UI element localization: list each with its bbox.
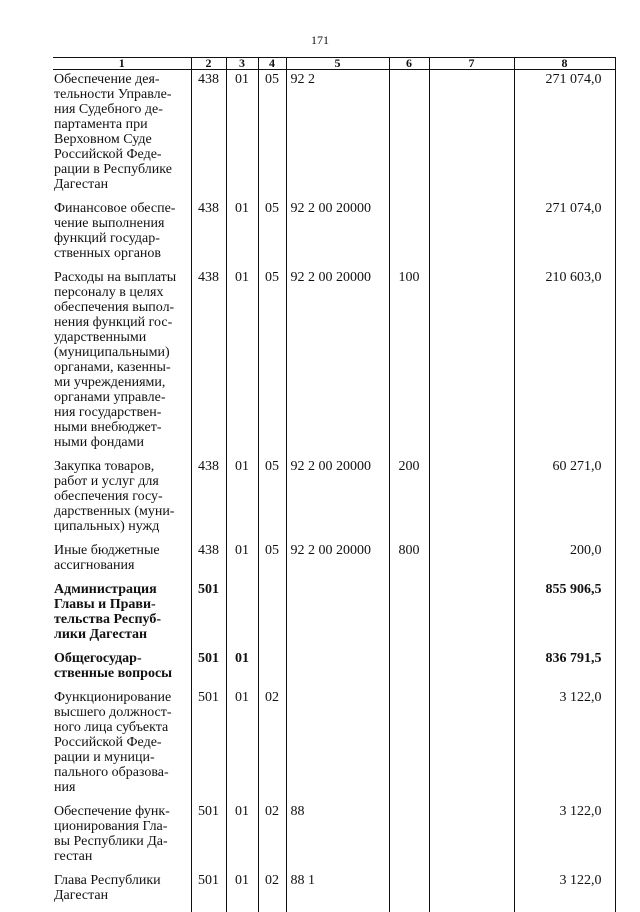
row-subsection-cell: 02 (258, 804, 286, 873)
row-target-article-cell (286, 651, 389, 690)
table-row (53, 201, 615, 270)
row-admin-code-cell: 501 (191, 873, 226, 912)
row-target-article-cell: 92 2 (286, 70, 389, 202)
row-subsection-cell: 05 (258, 70, 286, 202)
table-row (53, 873, 615, 912)
row-name-cell: Иные бюджетные ассигнования (53, 543, 191, 582)
row-amount-cell: 271 074,0 (514, 201, 615, 270)
row-target-article-cell: 92 2 00 20000 (286, 270, 389, 459)
table-row (53, 651, 615, 690)
row-col7-cell (429, 873, 514, 912)
row-admin-code-cell: 438 (191, 459, 226, 543)
row-section-cell: 01 (226, 270, 258, 459)
row-section-cell: 01 (226, 459, 258, 543)
row-subsection-cell: 05 (258, 543, 286, 582)
col-header-4: 4 (258, 58, 286, 70)
row-col7-cell (429, 543, 514, 582)
row-admin-code-cell: 501 (191, 690, 226, 804)
row-col7-cell (429, 459, 514, 543)
row-section-cell: 01 (226, 690, 258, 804)
row-subsection-cell: 05 (258, 459, 286, 543)
row-name-cell: Администрация Главы и Прави- тельства Респуб- лики Дагестан (53, 582, 191, 651)
row-section-cell: 01 (226, 804, 258, 873)
row-section-cell: 01 (226, 70, 258, 202)
table-row (53, 270, 615, 459)
col-header-8: 8 (514, 58, 615, 70)
col-header-6: 6 (389, 58, 429, 70)
row-expense-type-cell (389, 201, 429, 270)
header-row (53, 58, 615, 70)
row-subsection-cell (258, 582, 286, 651)
col-header-3: 3 (226, 58, 258, 70)
row-admin-code-cell: 501 (191, 582, 226, 651)
row-amount-cell: 200,0 (514, 543, 615, 582)
page-number: 171 (0, 33, 640, 48)
row-expense-type-cell (389, 690, 429, 804)
row-expense-type-cell (389, 651, 429, 690)
col-header-2: 2 (191, 58, 226, 70)
row-col7-cell (429, 201, 514, 270)
row-amount-cell: 271 074,0 (514, 70, 615, 202)
row-name-cell: Обеспечение функ- ционирования Гла- вы Республики Да- гестан (53, 804, 191, 873)
row-col7-cell (429, 690, 514, 804)
row-col7-cell (429, 651, 514, 690)
row-subsection-cell: 02 (258, 690, 286, 804)
col-header-1: 1 (53, 58, 191, 70)
table-row (53, 70, 615, 202)
row-name-cell: Общегосудар- ственные вопросы (53, 651, 191, 690)
row-target-article-cell: 88 1 (286, 873, 389, 912)
row-amount-cell: 855 906,5 (514, 582, 615, 651)
row-admin-code-cell: 501 (191, 804, 226, 873)
row-expense-type-cell: 100 (389, 270, 429, 459)
row-target-article-cell (286, 690, 389, 804)
row-subsection-cell: 02 (258, 873, 286, 912)
row-expense-type-cell: 200 (389, 459, 429, 543)
row-col7-cell (429, 70, 514, 202)
table-row (53, 804, 615, 873)
row-target-article-cell: 88 (286, 804, 389, 873)
row-amount-cell: 3 122,0 (514, 873, 615, 912)
row-name-cell: Функционирование высшего должност- ного лица субъекта Российской Феде- рации и муници- пального образова- ния (53, 690, 191, 804)
row-section-cell: 01 (226, 543, 258, 582)
table-row (53, 582, 615, 651)
row-target-article-cell: 92 2 00 20000 (286, 201, 389, 270)
row-subsection-cell (258, 651, 286, 690)
row-expense-type-cell (389, 582, 429, 651)
row-subsection-cell: 05 (258, 201, 286, 270)
row-expense-type-cell: 800 (389, 543, 429, 582)
table-row (53, 543, 615, 582)
row-expense-type-cell (389, 804, 429, 873)
row-col7-cell (429, 804, 514, 873)
row-section-cell (226, 582, 258, 651)
row-name-cell: Обеспечение дея- тельности Управле- ния Судебного де- партамента при Верховном Суде Российской Феде- рации в Республике Дагестан (53, 70, 191, 202)
row-amount-cell: 3 122,0 (514, 690, 615, 804)
col-header-5: 5 (286, 58, 389, 70)
table-row (53, 459, 615, 543)
row-amount-cell: 3 122,0 (514, 804, 615, 873)
row-subsection-cell: 05 (258, 270, 286, 459)
row-amount-cell: 60 271,0 (514, 459, 615, 543)
row-admin-code-cell: 438 (191, 201, 226, 270)
row-target-article-cell (286, 582, 389, 651)
row-section-cell: 01 (226, 651, 258, 690)
row-target-article-cell: 92 2 00 20000 (286, 459, 389, 543)
row-col7-cell (429, 270, 514, 459)
row-admin-code-cell: 438 (191, 70, 226, 202)
row-section-cell: 01 (226, 201, 258, 270)
row-admin-code-cell: 438 (191, 270, 226, 459)
row-expense-type-cell (389, 873, 429, 912)
row-col7-cell (429, 582, 514, 651)
row-name-cell: Расходы на выплаты персоналу в целях обеспечения выпол- нения функций гос- ударственными (муниципальными) органами, казенны- ми учреждениями, органами управле- ния государствен- ными внебюджет- ными фондами (53, 270, 191, 459)
row-name-cell: Финансовое обеспе- чение выполнения функций государ- ственных органов (53, 201, 191, 270)
row-expense-type-cell (389, 70, 429, 202)
budget-table (53, 57, 616, 912)
row-name-cell: Закупка товаров, работ и услуг для обеспечения госу- дарственных (муни- ципальных) нужд (53, 459, 191, 543)
table-row (53, 690, 615, 804)
row-target-article-cell: 92 2 00 20000 (286, 543, 389, 582)
row-name-cell: Глава Республики Дагестан (53, 873, 191, 912)
row-section-cell: 01 (226, 873, 258, 912)
col-header-7: 7 (429, 58, 514, 70)
row-amount-cell: 836 791,5 (514, 651, 615, 690)
row-admin-code-cell: 438 (191, 543, 226, 582)
row-admin-code-cell: 501 (191, 651, 226, 690)
row-amount-cell: 210 603,0 (514, 270, 615, 459)
table-body (53, 70, 615, 912)
